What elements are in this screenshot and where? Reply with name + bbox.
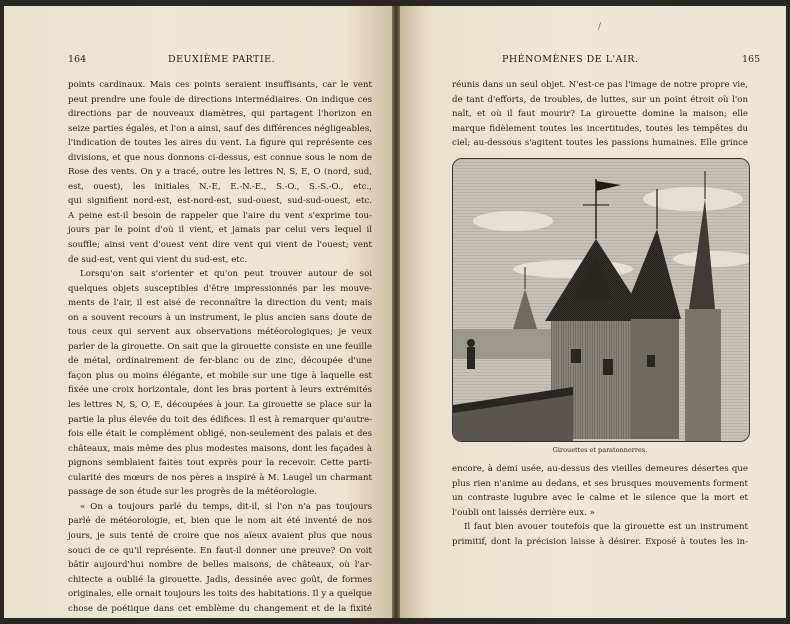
text-line: partie la plus élevée du toit des édifices. Il est à remarquer qu'autre- [68,414,372,425]
text-line: jours, je suis tenté de croire que nos aïeux avaient plus que nous [68,530,372,541]
text-line: souffle; ainsi vent d'ouest vent dire vent qui vient de l'ouest; vent [68,240,372,251]
right-body-text-top [452,78,748,151]
text-line: naît, et où il faut mourir? La girouette domine la maison; elle [452,109,748,120]
illustration-caption: Girouettes et paratonnerres. [552,446,648,454]
text-line: « On a toujours parlé du temps, dit-il, si l'on n'a pas toujours [80,501,372,512]
text-line: qui signifient nord-est, est-nord-est, sud-ouest, sud-sud-ouest, etc. [68,196,372,207]
text-line: marque fidèlement toutes les incertitudes, toutes les tempêtes du [452,123,748,134]
left-page [4,6,392,618]
text-line: on a souvent recours à un instrument, le plus ancien sans doute de [68,312,372,323]
text-line: originales, elle ornait toujours les toits des habitations. Il y a quelque [68,589,372,600]
text-line: l'indication de toutes les aires du vent. La figure qui représente ces [68,138,372,149]
castle-rooftops-engraving [453,159,749,441]
text-line: bâtir aujourd'hui nombre de belles maisons, de châteaux, où l'ar- [68,560,372,571]
text-line: de métal, ordinairement de fer-blanc ou de zinc, découpée d'une [68,356,372,367]
text-line: façon plus ou moins élégante, et mobile sur une tige à laquelle est [68,370,372,381]
text-line: seize parties égales, et l'on a ainsi, sauf des différences négligeables, [68,123,372,134]
text-line: fois elle était le complément obligé, non-seulement des palais et des [68,429,372,440]
text-line: ments de l'air, il est aisé de reconnaître la direction du vent; mais [68,298,372,309]
text-line: Rose des vents. On y a tracé, outre les lettres N, S, E, O (nord, sud, [68,167,372,178]
text-line: points cardinaux. Mais ces points seraient insuffisants, car le vent [68,80,372,90]
text-line: jours par le point d'où il vient, et jamais par celui vers lequel il [68,225,372,236]
text-line: divisions, et que nous donnons ci-dessus, est connue sous le nom de [68,152,372,163]
text-line: peut prendre une foule de directions intermédiaires. On indique ces [68,94,372,105]
text-line: directions par de nouveaux diamètres, qui partagent l'horizon en [68,109,372,120]
text-line: passage de son étude sur les progrès de la météorologie. [68,487,317,498]
text-line: primitif, dont la précision laisse à désirer. Exposé à toutes les in- [452,536,748,547]
text-line: plus rien n'anime au dedans, et ses brusques mouvements forment [452,478,748,489]
text-line: quelques objets susceptibles d'être impressionnés par les mouve- [68,283,372,294]
text-line: les lettres N, S, O, E, découpées à jour. La girouette se place sur la [68,400,372,411]
text-line: Il faut bien avouer toutefois que la girouette est un instrument [464,522,748,533]
left-body-text [68,78,372,616]
text-line: A peine est-il besoin de rappeler que l'aire du vent s'exprime tou- [68,210,372,221]
text-line: pignons semblaient faites tout exprès pour la recevoir. Cette parti- [68,458,372,469]
text-line: fixée une croix horizontale, dont les bras portent à leurs extrémités [68,385,372,396]
left-page-number: 164 [68,54,87,65]
text-line: cularité des mœurs de nos pères a inspiré à M. Laugel un charmant [68,472,372,483]
text-line: parler de la girouette. On sait que la girouette consiste en une feuille [68,341,372,352]
text-line: un contraste lugubre avec le calme et le silence que la mort et [452,493,748,504]
text-line: tous ceux qui servent aux observations météorologiques; je veux [68,327,372,338]
text-line: l'oubli ont laissés derrière eux. » [452,507,595,518]
text-line: châteaux, mais même des plus modestes maisons, dont les façades à [68,443,372,454]
text-line: parlé de météorologie, et, bien que le nom ait été inventé de nos [68,516,372,527]
page-mark: / [598,22,602,32]
right-body-text-bottom [452,462,748,549]
text-line: est, ouest), les initiales N.-E, E.-N.-E., S.-O., S.-S.-O., etc., [68,181,372,192]
engraving-illustration [452,158,750,442]
right-running-head: PHÉNOMÈNES DE L'AIR. [502,54,639,65]
book-spread [4,6,786,618]
text-line: Lorsqu'on sait s'orienter et qu'on peut trouver autour de soi [80,269,372,280]
text-line: chose de poétique dans cet emblème du changement et de la fixité [68,603,372,614]
text-line: de tant d'efforts, de troubles, de luttes, sur un point étroit où l'on [452,94,748,105]
text-line: de sud-est, vent qui vient du sud-est, etc. [68,254,248,265]
text-line: encore, à demi usée, au-dessus des vieilles demeures désertes que [452,464,748,474]
book-gutter [392,6,400,618]
text-line: ciel; au-dessous s'agitent toutes les passions humaines. Elle grince [452,138,748,149]
right-page [400,6,786,618]
text-line: chitecte a oublié la girouette. Jadis, dessinée avec goût, de formes [68,574,372,585]
left-running-head: DEUXIÈME PARTIE. [168,54,276,65]
text-line: souci de ce qu'il représente. En faut-il donner une preuve? On voit [68,545,372,556]
text-line: réunis dans un seul objet. N'est-ce pas l'image de notre propre vie, [452,80,748,90]
right-page-number: 165 [742,54,761,65]
